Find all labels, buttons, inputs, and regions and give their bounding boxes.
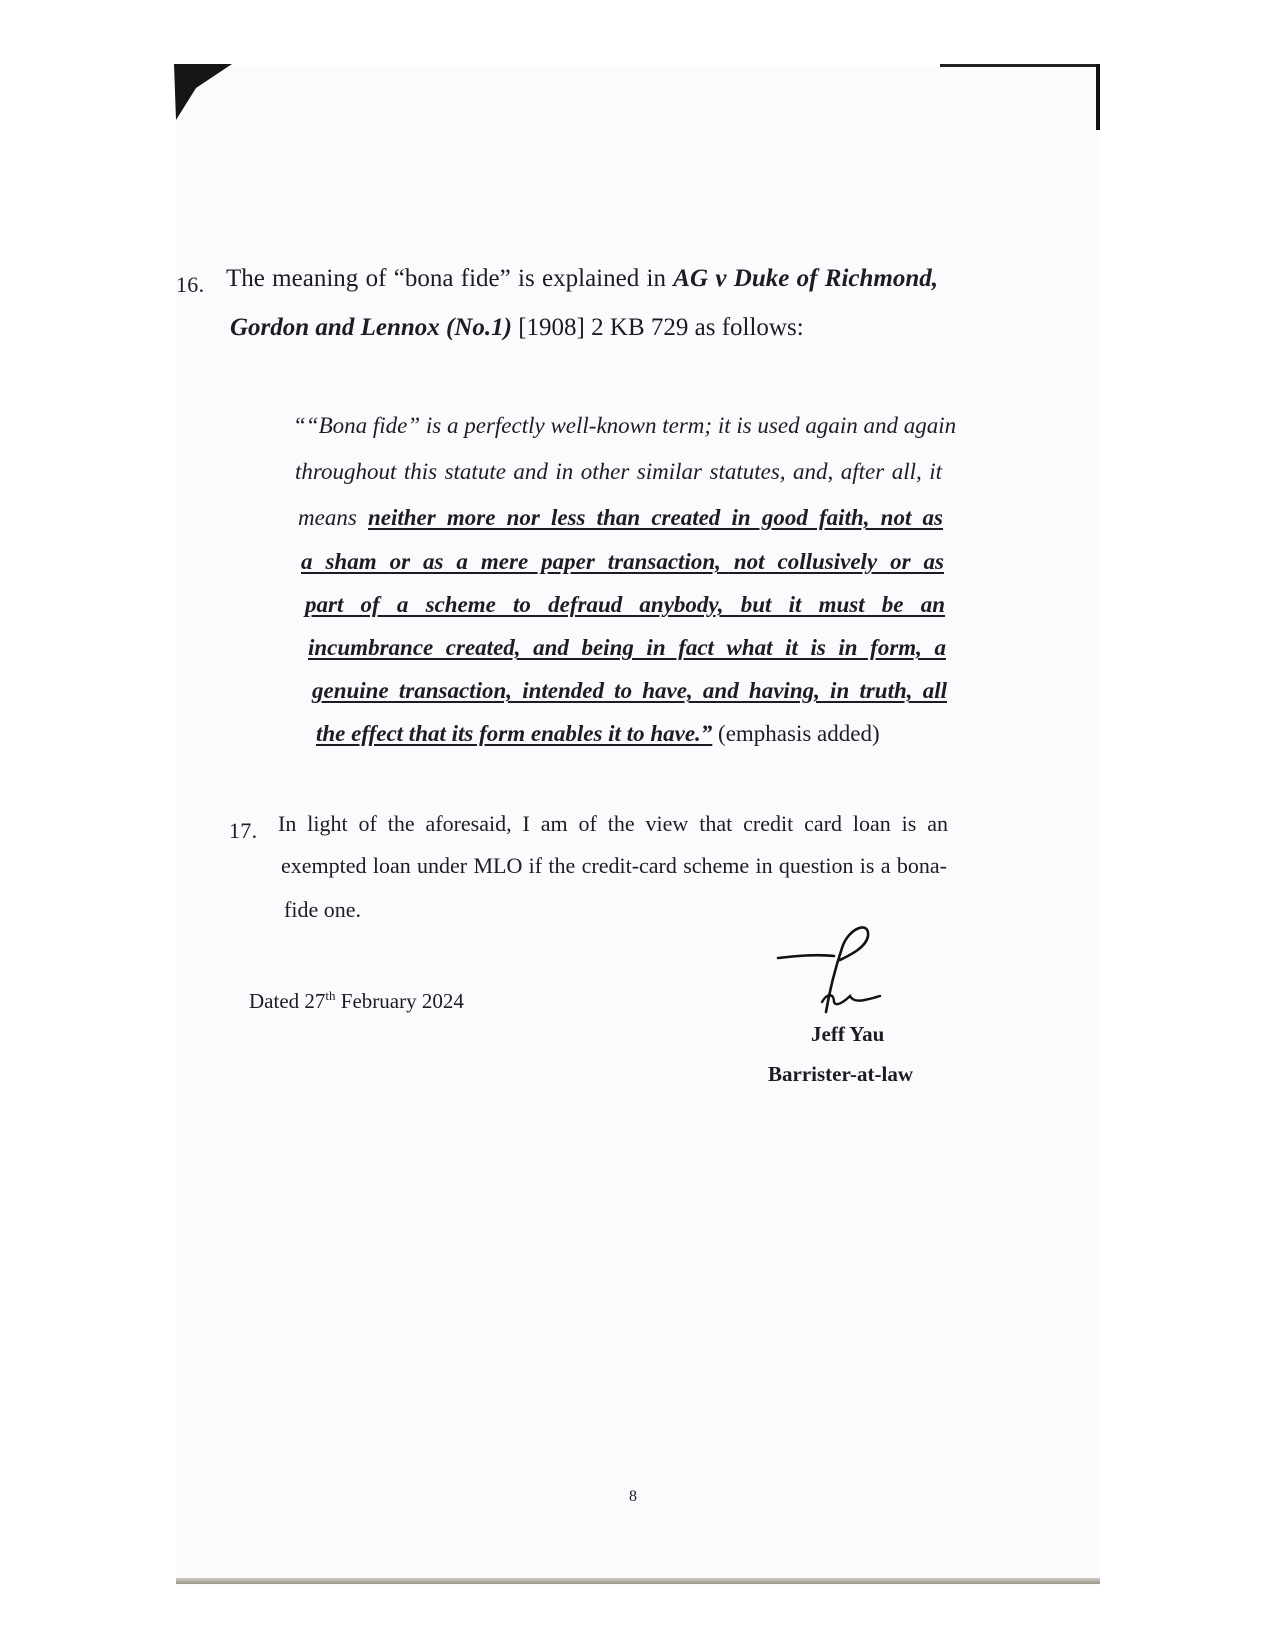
dated-line xyxy=(249,988,464,1014)
handwritten-signature xyxy=(776,918,896,1018)
case-name: AG v Duke of Richmond, xyxy=(673,265,938,292)
paragraph-16-line-1 xyxy=(226,264,938,294)
paragraph-17-line-2: exempted loan under MLO if the credit-card scheme in question is a bona- xyxy=(281,853,947,878)
paragraph-17-line-1: In light of the aforesaid, I am of the view that credit card loan is an xyxy=(278,811,948,836)
paragraph-16-text: The meaning of “bona fide” is explained in xyxy=(226,265,674,292)
paragraph-16-line-2 xyxy=(230,313,804,343)
emphasised-text-end: the effect that its form enables it to have.” xyxy=(316,721,713,746)
emphasis-note: (emphasis added) xyxy=(712,721,880,746)
signatory-title: Barrister-at-law xyxy=(768,1062,913,1086)
ordinal-suffix: th xyxy=(325,988,336,1003)
emphasised-text: neither more nor less than created in good faith, not as xyxy=(367,505,943,530)
folded-corner-shadow xyxy=(174,64,236,124)
signatory-name: Jeff Yau xyxy=(811,1022,885,1046)
case-citation: [1908] 2 KB 729 as follows: xyxy=(511,314,804,341)
scan-edge-top xyxy=(940,64,1100,67)
page-number: 8 xyxy=(629,1488,637,1505)
scan-edge-bottom xyxy=(176,1578,1100,1584)
quote-line-1: ““Bona fide” is a perfectly well-known term; it is used again and again xyxy=(293,413,957,438)
quote-line-4: a sham or as a mere paper transaction, not collusively or as xyxy=(301,549,944,574)
dated-month-year: February 2024 xyxy=(335,989,464,1013)
quote-line-3 xyxy=(298,503,943,533)
case-name-continued: Gordon and Lennox (No.1) xyxy=(230,314,512,341)
quote-line-5: part of a scheme to defraud anybody, but it must be an xyxy=(305,592,945,617)
paragraph-number-17: 17. xyxy=(229,818,258,843)
dated-text: Dated 27 xyxy=(249,989,326,1013)
quote-line-2: throughout this statute and in other similar statutes, and, after all, it xyxy=(295,459,942,484)
quote-line-6: incumbrance created, and being in fact what it is in form, a xyxy=(308,635,946,660)
paragraph-number-16: 16. xyxy=(176,272,205,297)
scan-edge-right xyxy=(1096,64,1100,130)
quote-line-7: genuine transaction, intended to have, and having, in truth, all xyxy=(312,678,947,703)
paragraph-17-line-3: fide one. xyxy=(284,897,361,922)
quote-text: means xyxy=(298,505,368,530)
quote-line-8 xyxy=(316,719,880,749)
